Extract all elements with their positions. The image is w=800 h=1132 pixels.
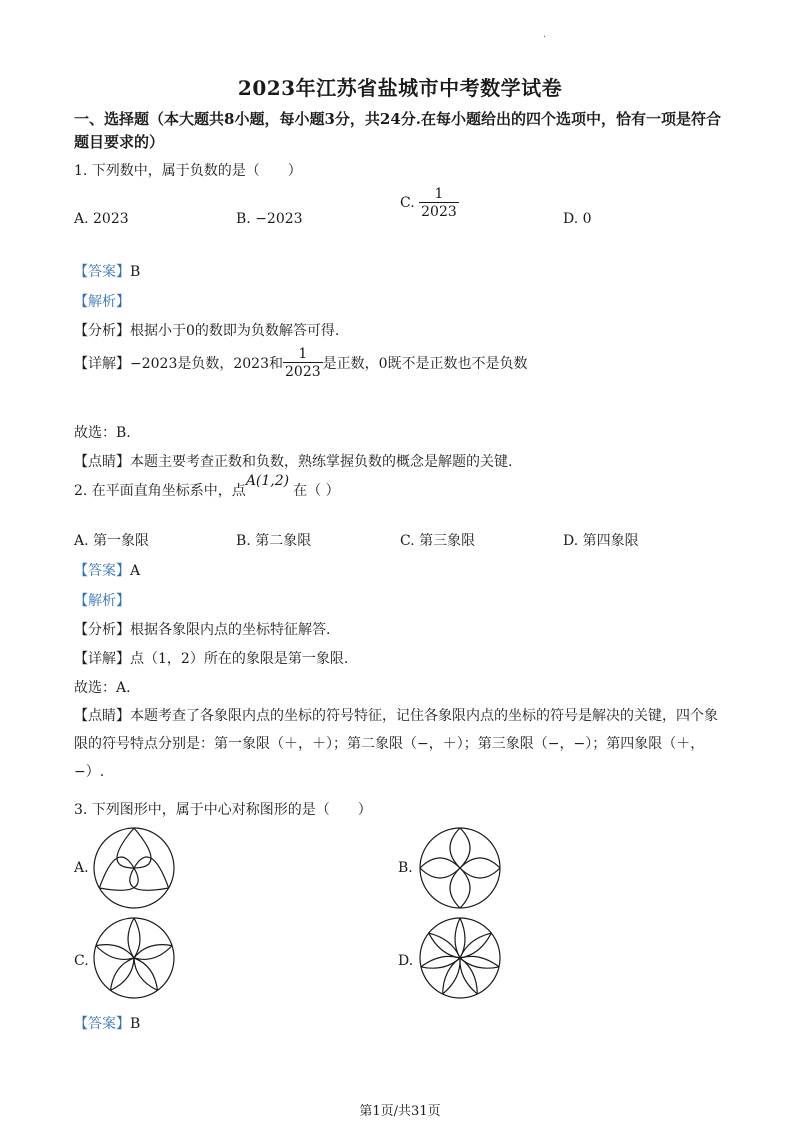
q1-dianjing	[74, 451, 512, 471]
q1-choose: 故选：B.	[74, 425, 131, 441]
q3-figure-c	[92, 916, 176, 1000]
q2-stem-text-2: 在（ ）	[293, 483, 340, 499]
q1-xiangjie-denominator: 2023	[285, 363, 321, 380]
q3-option-d-label: D.	[398, 953, 414, 969]
q3-option-b-label: B.	[398, 860, 413, 876]
q2-stem-text-1: 2. 在平面直角坐标系中，点	[74, 483, 246, 499]
q3-figure-d	[418, 916, 502, 1000]
q2-answer-tag: 【答案】	[74, 563, 130, 579]
header-mark: ·	[543, 32, 547, 43]
q1-answer	[74, 261, 140, 281]
q3-answer-tag: 【答案】	[74, 1016, 130, 1032]
q3-answer-value: B	[130, 1016, 141, 1032]
q1-answer-tag: 【答案】	[74, 264, 130, 280]
q2-xiangjie-tag: 【详解】	[74, 651, 130, 667]
q3-option-a-label: A.	[74, 860, 89, 876]
q3-stem: 3. 下列图形中，属于中心对称图形的是（ ）	[74, 802, 372, 818]
q1-option-c-numerator: 1	[434, 186, 444, 202]
q2-option-a: A. 第一象限	[74, 533, 150, 549]
q1-xiangjie-numerator: 1	[298, 346, 308, 362]
q1-option-b: B. −2023	[236, 211, 303, 227]
q1-xiangjie-text-1: −2023是负数，2023和	[130, 356, 283, 373]
q2-stem	[74, 473, 340, 500]
page-footer: 第1页/共31页	[359, 1104, 441, 1119]
q2-option-b: B. 第二象限	[236, 533, 312, 549]
q3-option-c-label: C.	[74, 953, 89, 969]
q1-fenxi-text: 根据小于0的数即为负数解答可得.	[130, 323, 340, 339]
q1-analysis-tag	[74, 291, 130, 311]
q2-option-d: D. 第四象限	[563, 533, 639, 549]
q1-option-d: D. 0	[563, 211, 592, 227]
q1-option-c-fraction	[419, 187, 459, 219]
q3-figure-a	[92, 826, 176, 910]
q1-xiangjie	[74, 347, 528, 379]
q1-option-c-label: C.	[400, 195, 415, 212]
q1-fenxi	[74, 320, 339, 340]
q2-xiangjie	[74, 648, 348, 668]
q2-fenxi-tag: 【分析】	[74, 622, 130, 638]
q2-dianjing-text: 本题考查了各象限内点的坐标的符号特征，记住各象限内点的坐标的符号是解决的关键，四个象限的符号特点分别是：第一象限（＋，＋）；第二象限（−，＋）；第三象限（−，−）；第四象限（＋，−）.	[74, 708, 718, 780]
q2-answer-value: A	[130, 563, 141, 579]
q2-fenxi-text: 根据各象限内点的坐标特征解答.	[130, 622, 331, 638]
q1-xiangjie-fraction	[283, 347, 323, 379]
q1-answer-value: B	[130, 264, 141, 280]
q1-xiangjie-tag: 【详解】	[74, 356, 130, 373]
q2-point: A(1,2)	[245, 473, 290, 489]
q1-dianjing-text: 本题主要考查正数和负数，熟练掌握负数的概念是解题的关键.	[130, 454, 513, 470]
q2-fenxi	[74, 619, 330, 639]
q1-option-c	[400, 187, 459, 219]
q2-answer	[74, 560, 140, 580]
q1-xiangjie-text-2: 是正数，0既不是正数也不是负数	[322, 356, 528, 373]
q2-xiangjie-text: 点（1，2）所在的象限是第一象限.	[130, 651, 349, 667]
q1-fenxi-tag: 【分析】	[74, 323, 130, 339]
q1-stem: 1. 下列数中，属于负数的是（ ）	[74, 163, 302, 179]
q2-analysis-label: 【解析】	[74, 593, 130, 609]
page-title: 2023年江苏省盐城市中考数学试卷	[237, 76, 563, 100]
section-heading: 一、选择题（本大题共8小题，每小题3分，共24分.在每小题给出的四个选项中，恰有一项是符合题目要求的）	[74, 110, 721, 151]
q3-figure-b	[418, 826, 502, 910]
q1-analysis-label: 【解析】	[74, 294, 130, 310]
q3-answer	[74, 1013, 140, 1033]
q1-dianjing-tag: 【点睛】	[74, 454, 130, 470]
q1-option-a: A. 2023	[74, 211, 129, 227]
q2-option-c: C. 第三象限	[400, 533, 476, 549]
q2-choose: 故选：A.	[74, 680, 131, 696]
q2-analysis-tag	[74, 590, 130, 610]
q1-option-c-denominator: 2023	[421, 203, 457, 220]
q2-dianjing-tag: 【点睛】	[74, 708, 130, 724]
q2-dianjing	[74, 702, 730, 786]
